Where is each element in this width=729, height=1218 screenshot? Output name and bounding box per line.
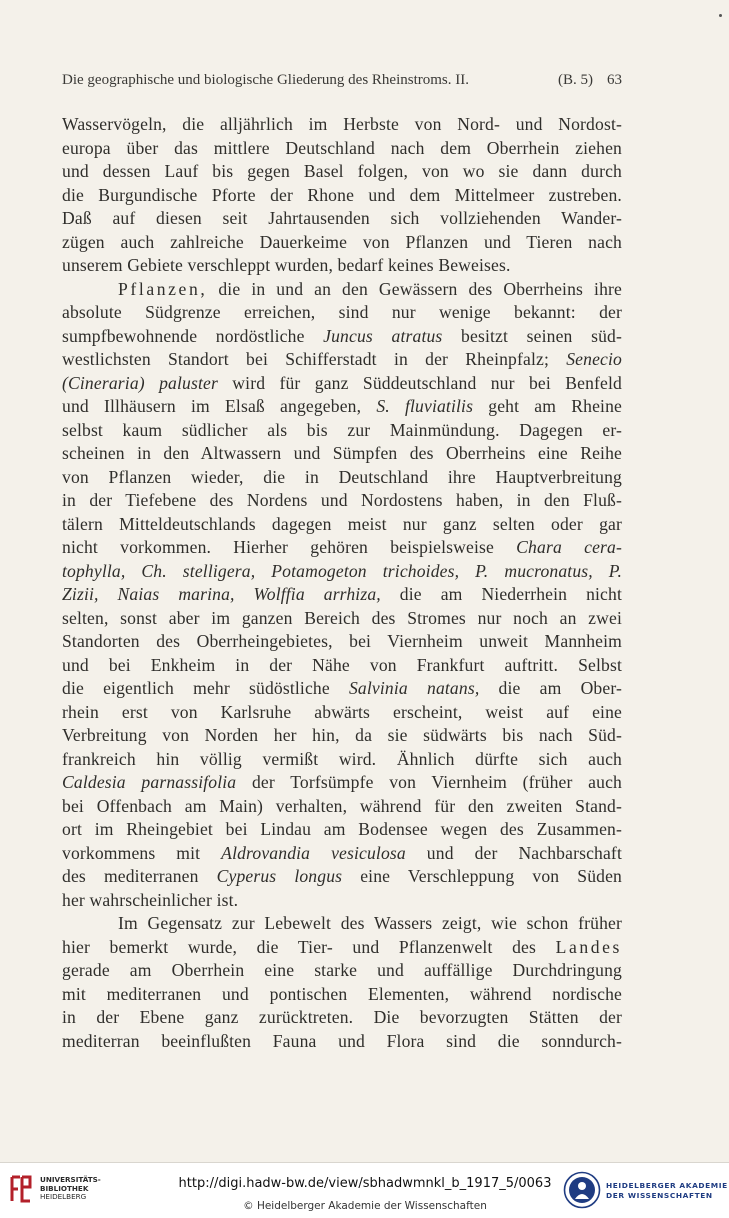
text-line: scheinen in den Altwassern und Sümpfen des Oberrheins eine Reihe <box>62 443 622 463</box>
text-line <box>62 677 622 701</box>
text-fragment: hier bemerkt wurde, die Tier- und Pflanzenwelt des <box>62 936 556 957</box>
text-line <box>62 348 622 372</box>
text-line: von Pflanzen wieder, die in Deutschland ihre Hauptverbreitung <box>62 466 622 487</box>
species-name: Caldesia parnassifolia <box>62 772 237 792</box>
text-line: unserem Gebiete verschleppt wurden, bedarf keines Beweises. <box>62 255 511 275</box>
text-line: die Burgundische Pforte der Rhone und dem Mittelmeer zustreben. <box>62 184 622 205</box>
text-line: in der Ebene ganz zurücktreten. Die bevorzugten Stätten der <box>62 1007 622 1027</box>
academy-seal-icon <box>563 1171 601 1209</box>
species-name: Cyperus longus <box>216 866 343 886</box>
text-fragment: und der Nachbarschaft <box>405 842 622 863</box>
library-name <box>40 1176 101 1202</box>
species-name: Aldrovandia vesiculosa <box>221 842 406 863</box>
text-line <box>62 278 622 302</box>
digitization-footer <box>0 1162 729 1218</box>
text-line: zügen auch zahlreiche Dauerkeime von Pflanzen und Tieren nach <box>62 231 622 252</box>
library-name-line: BIBLIOTHEK <box>40 1183 89 1193</box>
species-name: Salvinia natans, <box>348 678 480 698</box>
text-line: tälern Mitteldeutschlands dagegen meist nur ganz selten oder gar <box>62 513 622 534</box>
text-line <box>62 325 622 349</box>
scan-speck <box>719 14 722 17</box>
text-fragment: vorkommens mit <box>62 842 222 863</box>
text-fragment: des mediterranen <box>62 866 217 886</box>
text-fragment: eine Verschleppung von Süden <box>342 866 622 886</box>
text-fragment: sumpfbewohnende nordöstliche <box>62 325 324 346</box>
text-line: tophylla, Ch. stelligera, Potamogeton trichoides, P. mucronatus, P. <box>62 560 622 581</box>
text-line: absolute Südgrenze erreichen, sind nur wenige bekannt: der <box>62 302 622 322</box>
copyright-notice: © Heidelberger Akademie der Wissenschaften <box>243 1200 487 1212</box>
text-line <box>62 372 622 396</box>
text-line: gerade am Oberrhein eine starke und auffällige Durchdringung <box>62 960 622 980</box>
text-line: selbst kaum südlicher als bis zur Mainmündung. Dagegen er- <box>62 419 622 440</box>
text-fragment: die in und an den Gewässern des Oberrheins ihre <box>207 278 622 299</box>
text-line <box>62 536 622 560</box>
text-fragment: wird für ganz Süddeutschland nur bei Benfeld <box>217 372 622 393</box>
text-line <box>62 865 622 889</box>
text-line: europa über das mittlere Deutschland nach dem Oberrhein ziehen <box>62 137 622 158</box>
academy-name-line: DER WISSENSCHAFTEN <box>606 1190 713 1200</box>
text-line: ort im Rheingebiet bei Lindau am Bodensee wegen des Zusammen- <box>62 819 622 839</box>
text-line: Verbreitung von Norden her hin, da sie südwärts bis nach Süd- <box>62 725 622 745</box>
text-line: frankreich hin völlig vermißt wird. Ähnlich dürfte sich auch <box>62 748 622 769</box>
body-text <box>62 113 622 1053</box>
text-line <box>62 936 622 960</box>
text-fragment: westlichsten Standort bei Schifferstadt in der Rheinpfalz; <box>62 349 567 369</box>
species-name: Juncus atratus <box>323 325 443 346</box>
text-fragment: besitzt seinen süd- <box>442 325 622 346</box>
species-name: Zizii, Naias marina, Wolffia arrhiza, <box>62 584 381 604</box>
text-line: mit mediterranen und pontischen Elementen, während nordische <box>62 983 622 1004</box>
text-line <box>62 842 622 866</box>
text-line: selten, sonst aber im ganzen Bereich des Stromes nur noch an zwei <box>62 607 622 628</box>
text-line: her wahrscheinlicher ist. <box>62 889 239 910</box>
university-library-logo-icon <box>8 1173 34 1205</box>
permalink-url[interactable]: http://digi.hadw-bw.de/view/sbhadwmnkl_b_1917_5/0063 <box>178 1176 552 1191</box>
text-fragment: der Torfsümpfe von Viernheim (früher auch <box>236 772 622 792</box>
page-number: 63 <box>607 72 622 88</box>
species-name: (Cineraria) paluster <box>62 372 218 393</box>
text-line: Daß auf diesen seit Jahrtausenden sich vollziehenden Wander- <box>62 208 622 228</box>
spaced-keyword: Pflanzen, <box>118 278 208 299</box>
library-name-line: UNIVERSITÄTS- <box>40 1175 101 1184</box>
text-fragment: und Illhäusern im Elsaß angegeben, <box>62 396 377 416</box>
species-name: Chara cera- <box>516 537 622 557</box>
text-line: und dessen Lauf bis gegen Basel folgen, von wo sie dann durch <box>62 161 622 181</box>
running-head <box>62 72 622 89</box>
text-line: Standorten des Oberrheingebietes, bei Viernheim unweit Mannheim <box>62 631 622 651</box>
text-fragment: nicht vorkommen. Hierher gehören beispielsweise <box>62 537 517 557</box>
spaced-keyword: Landes <box>555 936 622 957</box>
text-line: Wasservögeln, die alljährlich im Herbste von Nord- und Nordost- <box>62 114 622 134</box>
text-fragment: die am Niederrhein nicht <box>380 584 622 604</box>
text-fragment: die eigentlich mehr südöstliche <box>62 678 349 698</box>
running-head-title: Die geographische und biologische Gliederung des Rheinstroms. II. <box>62 72 469 88</box>
text-line <box>62 583 622 607</box>
text-line <box>62 395 622 419</box>
species-name: S. fluviatilis <box>376 396 474 416</box>
text-line <box>62 771 622 795</box>
text-line: in der Tiefebene des Nordens und Nordostens haben, in den Fluß- <box>62 490 622 510</box>
text-line: und bei Enkheim in der Nähe von Frankfurt auftritt. Selbst <box>62 654 622 675</box>
academy-name-line: HEIDELBERGER AKADEMIE <box>606 1181 728 1190</box>
library-city: HEIDELBERG <box>40 1192 87 1201</box>
text-line: mediterran beeinflußten Fauna und Flora sind die sonndurch- <box>62 1030 622 1051</box>
text-line: Im Gegensatz zur Lebewelt des Wassers zeigt, wie schon früher <box>118 913 622 933</box>
species-name: Senecio <box>566 349 622 369</box>
text-fragment: geht am Rheine <box>473 396 622 416</box>
academy-name <box>606 1181 728 1200</box>
text-fragment: die am Ober- <box>479 678 622 698</box>
text-line: rhein erst von Karlsruhe abwärts erscheint, weist auf eine <box>62 701 622 722</box>
text-line: bei Offenbach am Main) verhalten, während für den zweiten Stand- <box>62 795 622 816</box>
section-label: (B. 5) <box>558 72 593 88</box>
